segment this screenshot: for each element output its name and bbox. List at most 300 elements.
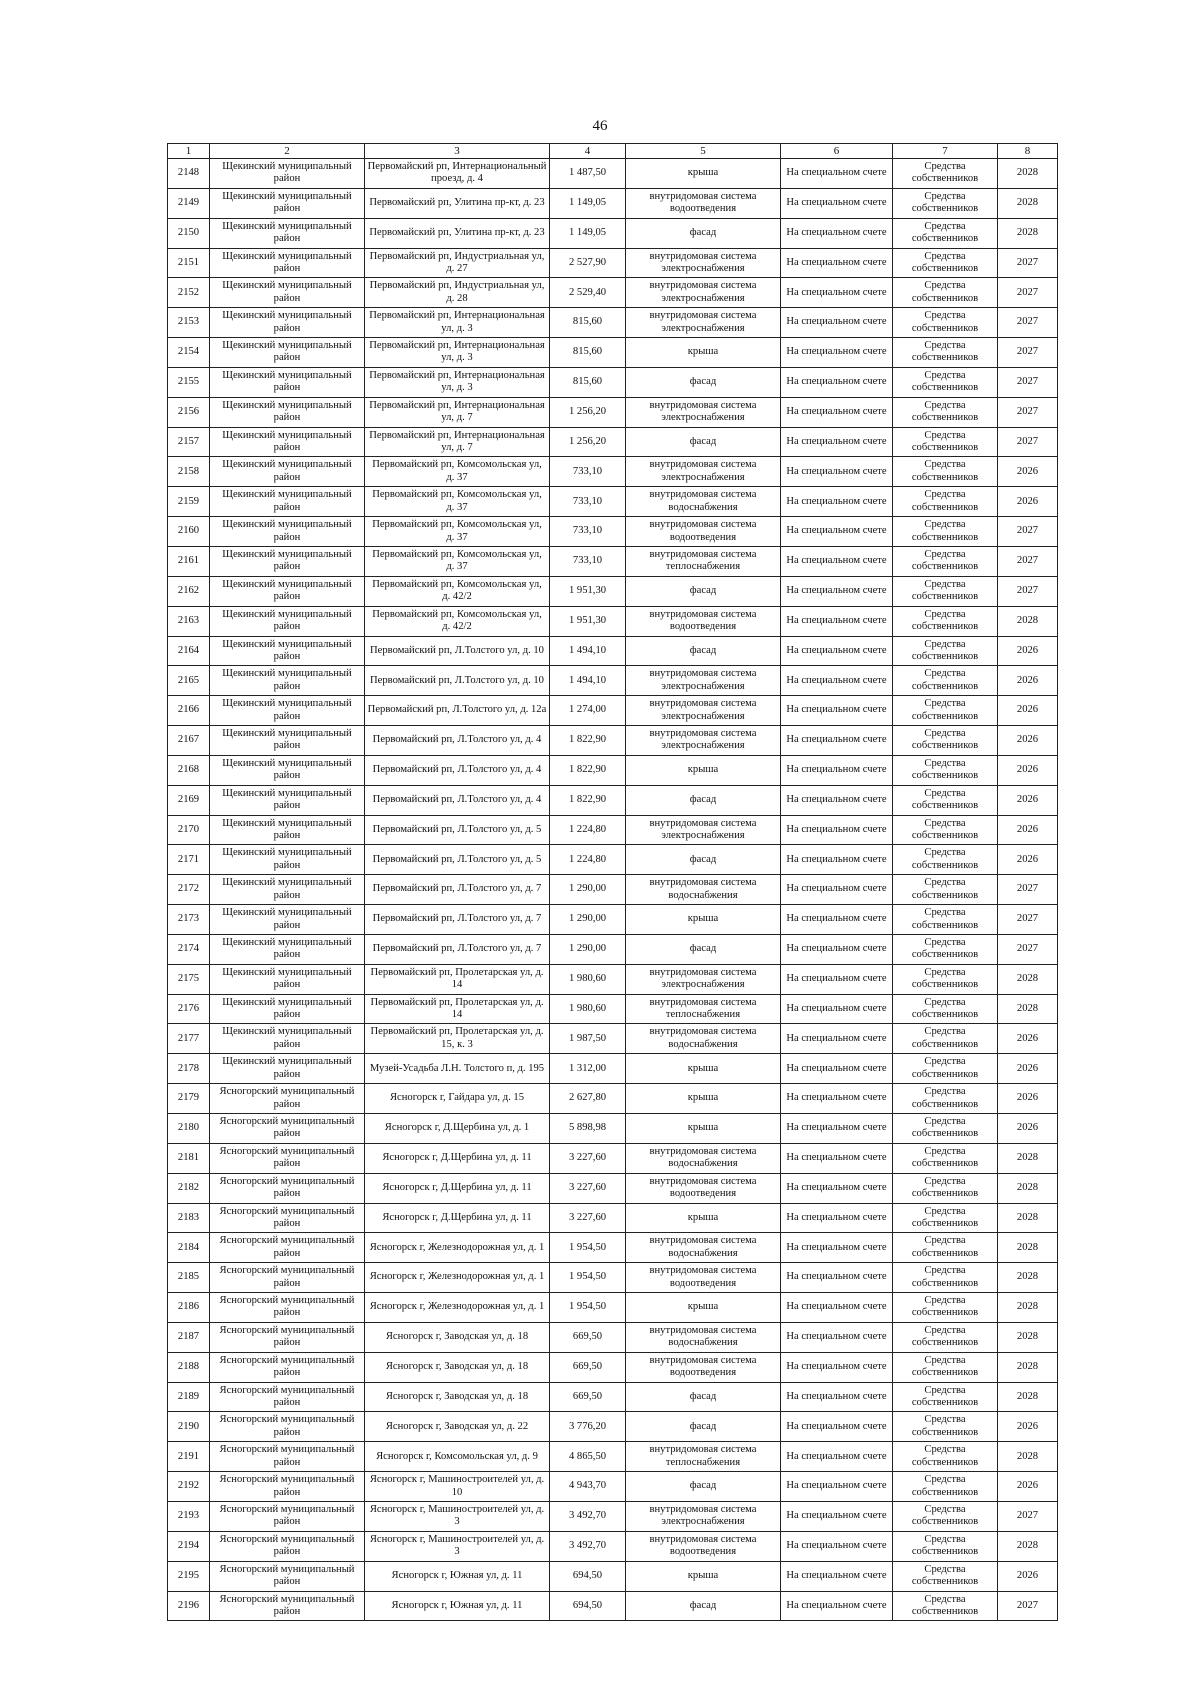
fund-method-cell: На специальном счете [781,875,893,905]
work-type-cell: фасад [626,576,781,606]
row-number: 2150 [168,218,210,248]
address-cell: Ясногорск г, Заводская ул, д. 18 [365,1322,550,1352]
year-cell: 2026 [998,1114,1058,1144]
table-row [168,785,1058,815]
funding-source-cell: Средства собственников [893,308,998,338]
funding-source-cell: Средства собственников [893,666,998,696]
row-number: 2192 [168,1472,210,1502]
district-cell: Ясногорский муниципальный район [210,1531,365,1561]
fund-method-cell: На специальном счете [781,218,893,248]
table-row [168,1382,1058,1412]
table-row [168,696,1058,726]
row-number: 2182 [168,1173,210,1203]
year-cell: 2027 [998,576,1058,606]
year-cell: 2028 [998,1233,1058,1263]
row-number: 2166 [168,696,210,726]
row-number: 2163 [168,606,210,636]
fund-method-cell: На специальном счете [781,188,893,218]
column-header: 2 [210,144,365,159]
row-number: 2161 [168,546,210,576]
table-row [168,934,1058,964]
funding-source-cell: Средства собственников [893,606,998,636]
funding-source-cell: Средства собственников [893,367,998,397]
district-cell: Щекинский муниципальный район [210,308,365,338]
year-cell: 2026 [998,1412,1058,1442]
table-row [168,1054,1058,1084]
row-number: 2165 [168,666,210,696]
fund-method-cell: На специальном счете [781,1293,893,1323]
work-type-cell: внутридомовая система электроснабжения [626,308,781,338]
address-cell: Ясногорск г, Комсомольская ул, д. 9 [365,1442,550,1472]
row-number: 2183 [168,1203,210,1233]
fund-method-cell: На специальном счете [781,487,893,517]
work-type-cell: крыша [626,338,781,368]
area-cell: 1 290,00 [550,934,626,964]
column-header: 1 [168,144,210,159]
fund-method-cell: На специальном счете [781,845,893,875]
fund-method-cell: На специальном счете [781,1263,893,1293]
table-row [168,517,1058,547]
funding-source-cell: Средства собственников [893,755,998,785]
address-cell: Первомайский рп, Индустриальная ул, д. 28 [365,278,550,308]
work-type-cell: внутридомовая система водоотведения [626,606,781,636]
area-cell: 1 822,90 [550,755,626,785]
work-type-cell: внутридомовая система электроснабжения [626,278,781,308]
district-cell: Ясногорский муниципальный район [210,1263,365,1293]
funding-source-cell: Средства собственников [893,1412,998,1442]
funding-source-cell: Средства собственников [893,1263,998,1293]
work-type-cell: внутридомовая система водоотведения [626,188,781,218]
work-type-cell: фасад [626,1591,781,1621]
area-cell: 669,50 [550,1322,626,1352]
area-cell: 3 492,70 [550,1531,626,1561]
address-cell: Первомайский рп, Л.Толстого ул, д. 7 [365,875,550,905]
year-cell: 2028 [998,606,1058,636]
table-row [168,815,1058,845]
district-cell: Ясногорский муниципальный район [210,1233,365,1263]
row-number: 2160 [168,517,210,547]
table-row [168,1233,1058,1263]
table-row [168,1263,1058,1293]
district-cell: Ясногорский муниципальный район [210,1084,365,1114]
address-cell: Ясногорск г, Южная ул, д. 11 [365,1561,550,1591]
work-type-cell: внутридомовая система электроснабжения [626,397,781,427]
table-row [168,367,1058,397]
funding-source-cell: Средства собственников [893,1233,998,1263]
work-type-cell: крыша [626,905,781,935]
table-row [168,188,1058,218]
district-cell: Щекинский муниципальный район [210,397,365,427]
district-cell: Щекинский муниципальный район [210,696,365,726]
work-type-cell: фасад [626,1382,781,1412]
funding-source-cell: Средства собственников [893,159,998,189]
area-cell: 694,50 [550,1591,626,1621]
area-cell: 5 898,98 [550,1114,626,1144]
district-cell: Ясногорский муниципальный район [210,1203,365,1233]
row-number: 2196 [168,1591,210,1621]
address-cell: Ясногорск г, Железнодорожная ул, д. 1 [365,1293,550,1323]
year-cell: 2026 [998,1084,1058,1114]
district-cell: Щекинский муниципальный район [210,487,365,517]
table-row [168,159,1058,189]
funding-source-cell: Средства собственников [893,1173,998,1203]
work-type-cell: внутридомовая система водоотведения [626,1173,781,1203]
funding-source-cell: Средства собственников [893,1561,998,1591]
work-type-cell: крыша [626,1114,781,1144]
row-number: 2195 [168,1561,210,1591]
district-cell: Щекинский муниципальный район [210,1054,365,1084]
year-cell: 2026 [998,785,1058,815]
district-cell: Ясногорский муниципальный район [210,1591,365,1621]
work-type-cell: внутридомовая система электроснабжения [626,726,781,756]
table-row [168,218,1058,248]
area-cell: 1 290,00 [550,875,626,905]
row-number: 2156 [168,397,210,427]
funding-source-cell: Средства собственников [893,785,998,815]
year-cell: 2027 [998,278,1058,308]
row-number: 2149 [168,188,210,218]
row-number: 2159 [168,487,210,517]
fund-method-cell: На специальном счете [781,785,893,815]
address-cell: Ясногорск г, Гайдара ул, д. 15 [365,1084,550,1114]
address-cell: Ясногорск г, Заводская ул, д. 18 [365,1352,550,1382]
table-row [168,1591,1058,1621]
area-cell: 1 822,90 [550,726,626,756]
fund-method-cell: На специальном счете [781,1084,893,1114]
area-cell: 1 487,50 [550,159,626,189]
work-type-cell: внутридомовая система электроснабжения [626,666,781,696]
table-row [168,1203,1058,1233]
year-cell: 2028 [998,218,1058,248]
fund-method-cell: На специальном счете [781,1531,893,1561]
funding-source-cell: Средства собственников [893,1472,998,1502]
area-cell: 1 312,00 [550,1054,626,1084]
funding-source-cell: Средства собственников [893,338,998,368]
address-cell: Первомайский рп, Л.Толстого ул, д. 4 [365,755,550,785]
funding-source-cell: Средства собственников [893,1591,998,1621]
year-cell: 2028 [998,1531,1058,1561]
address-cell: Первомайский рп, Л.Толстого ул, д. 7 [365,934,550,964]
table-row [168,905,1058,935]
area-cell: 1 954,50 [550,1263,626,1293]
row-number: 2154 [168,338,210,368]
district-cell: Ясногорский муниципальный район [210,1293,365,1323]
row-number: 2164 [168,636,210,666]
row-number: 2175 [168,964,210,994]
funding-source-cell: Средства собственников [893,636,998,666]
address-cell: Первомайский рп, Пролетарская ул, д. 15, к. 3 [365,1024,550,1054]
work-type-cell: фасад [626,636,781,666]
area-cell: 3 227,60 [550,1173,626,1203]
fund-method-cell: На специальном счете [781,1591,893,1621]
row-number: 2174 [168,934,210,964]
area-cell: 733,10 [550,517,626,547]
funding-source-cell: Средства собственников [893,964,998,994]
year-cell: 2026 [998,845,1058,875]
table-row [168,994,1058,1024]
table-row [168,248,1058,278]
row-number: 2193 [168,1501,210,1531]
district-cell: Щекинский муниципальный район [210,546,365,576]
funding-source-cell: Средства собственников [893,726,998,756]
address-cell: Первомайский рп, Комсомольская ул, д. 37 [365,457,550,487]
area-cell: 4 865,50 [550,1442,626,1472]
address-cell: Первомайский рп, Л.Толстого ул, д. 5 [365,845,550,875]
area-cell: 669,50 [550,1382,626,1412]
district-cell: Ясногорский муниципальный район [210,1561,365,1591]
work-type-cell: внутридомовая система теплоснабжения [626,1442,781,1472]
fund-method-cell: На специальном счете [781,1352,893,1382]
district-cell: Щекинский муниципальный район [210,815,365,845]
funding-source-cell: Средства собственников [893,546,998,576]
work-type-cell: фасад [626,934,781,964]
row-number: 2158 [168,457,210,487]
row-number: 2151 [168,248,210,278]
fund-method-cell: На специальном счете [781,636,893,666]
work-type-cell: внутридомовая система водоснабжения [626,875,781,905]
funding-source-cell: Средства собственников [893,994,998,1024]
district-cell: Ясногорский муниципальный район [210,1114,365,1144]
year-cell: 2027 [998,367,1058,397]
work-type-cell: внутридомовая система теплоснабжения [626,546,781,576]
fund-method-cell: На специальном счете [781,666,893,696]
area-cell: 4 943,70 [550,1472,626,1502]
table-row [168,1561,1058,1591]
address-cell: Первомайский рп, Л.Толстого ул, д. 5 [365,815,550,845]
address-cell: Первомайский рп, Интернациональная ул, д. 3 [365,338,550,368]
year-cell: 2028 [998,1293,1058,1323]
funding-source-cell: Средства собственников [893,1114,998,1144]
year-cell: 2027 [998,546,1058,576]
district-cell: Ясногорский муниципальный район [210,1143,365,1173]
address-cell: Музей-Усадьба Л.Н. Толстого п, д. 195 [365,1054,550,1084]
funding-source-cell: Средства собственников [893,188,998,218]
work-type-cell: внутридомовая система водоснабжения [626,1322,781,1352]
district-cell: Щекинский муниципальный район [210,905,365,935]
work-type-cell: внутридомовая система электроснабжения [626,964,781,994]
funding-source-cell: Средства собственников [893,457,998,487]
row-number: 2148 [168,159,210,189]
table-row [168,845,1058,875]
table-row [168,726,1058,756]
address-cell: Первомайский рп, Л.Толстого ул, д. 12а [365,696,550,726]
row-number: 2178 [168,1054,210,1084]
area-cell: 733,10 [550,457,626,487]
work-type-cell: внутридомовая система водоснабжения [626,1233,781,1263]
year-cell: 2028 [998,1322,1058,1352]
fund-method-cell: На специальном счете [781,1233,893,1263]
fund-method-cell: На специальном счете [781,1143,893,1173]
table-row [168,606,1058,636]
work-type-cell: внутридомовая система водоснабжения [626,1143,781,1173]
area-cell: 3 227,60 [550,1143,626,1173]
funding-source-cell: Средства собственников [893,248,998,278]
area-cell: 1 494,10 [550,636,626,666]
work-type-cell: внутридомовая система водоотведения [626,1531,781,1561]
address-cell: Ясногорск г, Д.Щербина ул, д. 11 [365,1143,550,1173]
table-row [168,1024,1058,1054]
table-row [168,308,1058,338]
work-type-cell: внутридомовая система водоотведения [626,1352,781,1382]
work-type-cell: внутридомовая система водоотведения [626,517,781,547]
address-cell: Ясногорск г, Машиностроителей ул, д. 3 [365,1531,550,1561]
year-cell: 2027 [998,875,1058,905]
work-type-cell: фасад [626,367,781,397]
table-row [168,338,1058,368]
year-cell: 2027 [998,397,1058,427]
district-cell: Щекинский муниципальный район [210,994,365,1024]
address-cell: Первомайский рп, Комсомольская ул, д. 37 [365,546,550,576]
fund-method-cell: На специальном счете [781,696,893,726]
fund-method-cell: На специальном счете [781,1412,893,1442]
row-number: 2153 [168,308,210,338]
row-number: 2187 [168,1322,210,1352]
year-cell: 2026 [998,457,1058,487]
area-cell: 669,50 [550,1352,626,1382]
work-type-cell: фасад [626,1472,781,1502]
work-type-cell: фасад [626,845,781,875]
table-row [168,1531,1058,1561]
table-row [168,457,1058,487]
row-number: 2181 [168,1143,210,1173]
funding-source-cell: Средства собственников [893,845,998,875]
year-cell: 2027 [998,308,1058,338]
address-cell: Первомайский рп, Комсомольская ул, д. 37 [365,517,550,547]
address-cell: Первомайский рп, Пролетарская ул, д. 14 [365,994,550,1024]
fund-method-cell: На специальном счете [781,1561,893,1591]
year-cell: 2028 [998,1173,1058,1203]
table-row [168,1442,1058,1472]
area-cell: 733,10 [550,487,626,517]
page-number: 46 [592,118,608,134]
address-cell: Ясногорск г, Заводская ул, д. 18 [365,1382,550,1412]
fund-method-cell: На специальном счете [781,1114,893,1144]
year-cell: 2027 [998,248,1058,278]
year-cell: 2028 [998,1143,1058,1173]
district-cell: Щекинский муниципальный район [210,1024,365,1054]
address-cell: Первомайский рп, Л.Толстого ул, д. 4 [365,785,550,815]
table-row [168,546,1058,576]
area-cell: 1 224,80 [550,815,626,845]
year-cell: 2028 [998,1442,1058,1472]
row-number: 2191 [168,1442,210,1472]
funding-source-cell: Средства собственников [893,1442,998,1472]
year-cell: 2027 [998,338,1058,368]
year-cell: 2028 [998,1203,1058,1233]
row-number: 2168 [168,755,210,785]
column-header: 4 [550,144,626,159]
row-number: 2190 [168,1412,210,1442]
fund-method-cell: На специальном счете [781,1472,893,1502]
row-number: 2173 [168,905,210,935]
year-cell: 2026 [998,726,1058,756]
table-row [168,666,1058,696]
work-type-cell: внутридомовая система водоснабжения [626,487,781,517]
address-cell: Первомайский рп, Пролетарская ул, д. 14 [365,964,550,994]
address-cell: Первомайский рп, Комсомольская ул, д. 37 [365,487,550,517]
fund-method-cell: На специальном счете [781,1203,893,1233]
area-cell: 2 627,80 [550,1084,626,1114]
work-type-cell: крыша [626,1561,781,1591]
row-number: 2185 [168,1263,210,1293]
district-cell: Щекинский муниципальный район [210,188,365,218]
address-cell: Первомайский рп, Индустриальная ул, д. 27 [365,248,550,278]
address-cell: Первомайский рп, Интернациональная ул, д. 7 [365,427,550,457]
row-number: 2171 [168,845,210,875]
table-row [168,278,1058,308]
district-cell: Щекинский муниципальный район [210,367,365,397]
area-cell: 1 980,60 [550,964,626,994]
year-cell: 2028 [998,994,1058,1024]
area-cell: 1 987,50 [550,1024,626,1054]
row-number: 2162 [168,576,210,606]
table-row [168,576,1058,606]
fund-method-cell: На специальном счете [781,1054,893,1084]
table-row [168,964,1058,994]
fund-method-cell: На специальном счете [781,159,893,189]
header-row [168,144,1058,159]
row-number: 2167 [168,726,210,756]
work-type-cell: внутридомовая система электроснабжения [626,1501,781,1531]
funding-source-cell: Средства собственников [893,1322,998,1352]
row-number: 2155 [168,367,210,397]
address-cell: Первомайский рп, Л.Толстого ул, д. 7 [365,905,550,935]
year-cell: 2026 [998,1054,1058,1084]
district-cell: Щекинский муниципальный район [210,726,365,756]
funding-source-cell: Средства собственников [893,1531,998,1561]
table-row [168,1143,1058,1173]
year-cell: 2027 [998,517,1058,547]
fund-method-cell: На специальном счете [781,606,893,636]
address-cell: Ясногорск г, Машиностроителей ул, д. 3 [365,1501,550,1531]
district-cell: Ясногорский муниципальный район [210,1382,365,1412]
area-cell: 815,60 [550,367,626,397]
area-cell: 1 951,30 [550,576,626,606]
row-number: 2170 [168,815,210,845]
fund-method-cell: На специальном счете [781,308,893,338]
funding-source-cell: Средства собственников [893,934,998,964]
row-number: 2179 [168,1084,210,1114]
fund-method-cell: На специальном счете [781,994,893,1024]
fund-method-cell: На специальном счете [781,457,893,487]
year-cell: 2028 [998,964,1058,994]
fund-method-cell: На специальном счете [781,1501,893,1531]
table-row [168,1293,1058,1323]
address-cell: Первомайский рп, Интернациональная ул, д. 3 [365,367,550,397]
area-cell: 1 256,20 [550,397,626,427]
funding-source-cell: Средства собственников [893,1203,998,1233]
year-cell: 2028 [998,188,1058,218]
year-cell: 2028 [998,159,1058,189]
district-cell: Ясногорский муниципальный район [210,1352,365,1382]
address-cell: Ясногорск г, Д.Щербина ул, д. 11 [365,1203,550,1233]
address-cell: Ясногорск г, Железнодорожная ул, д. 1 [365,1263,550,1293]
district-cell: Щекинский муниципальный район [210,845,365,875]
funding-source-cell: Средства собственников [893,875,998,905]
year-cell: 2026 [998,1561,1058,1591]
year-cell: 2027 [998,1591,1058,1621]
work-type-cell: внутридомовая система водоснабжения [626,1024,781,1054]
work-type-cell: фасад [626,427,781,457]
funding-source-cell: Средства собственников [893,517,998,547]
registry-table [167,143,1058,1621]
row-number: 2176 [168,994,210,1024]
work-type-cell: внутридомовая система водоотведения [626,1263,781,1293]
funding-source-cell: Средства собственников [893,1382,998,1412]
fund-method-cell: На специальном счете [781,248,893,278]
address-cell: Ясногорск г, Д.Щербина ул, д. 11 [365,1173,550,1203]
table-row [168,1084,1058,1114]
